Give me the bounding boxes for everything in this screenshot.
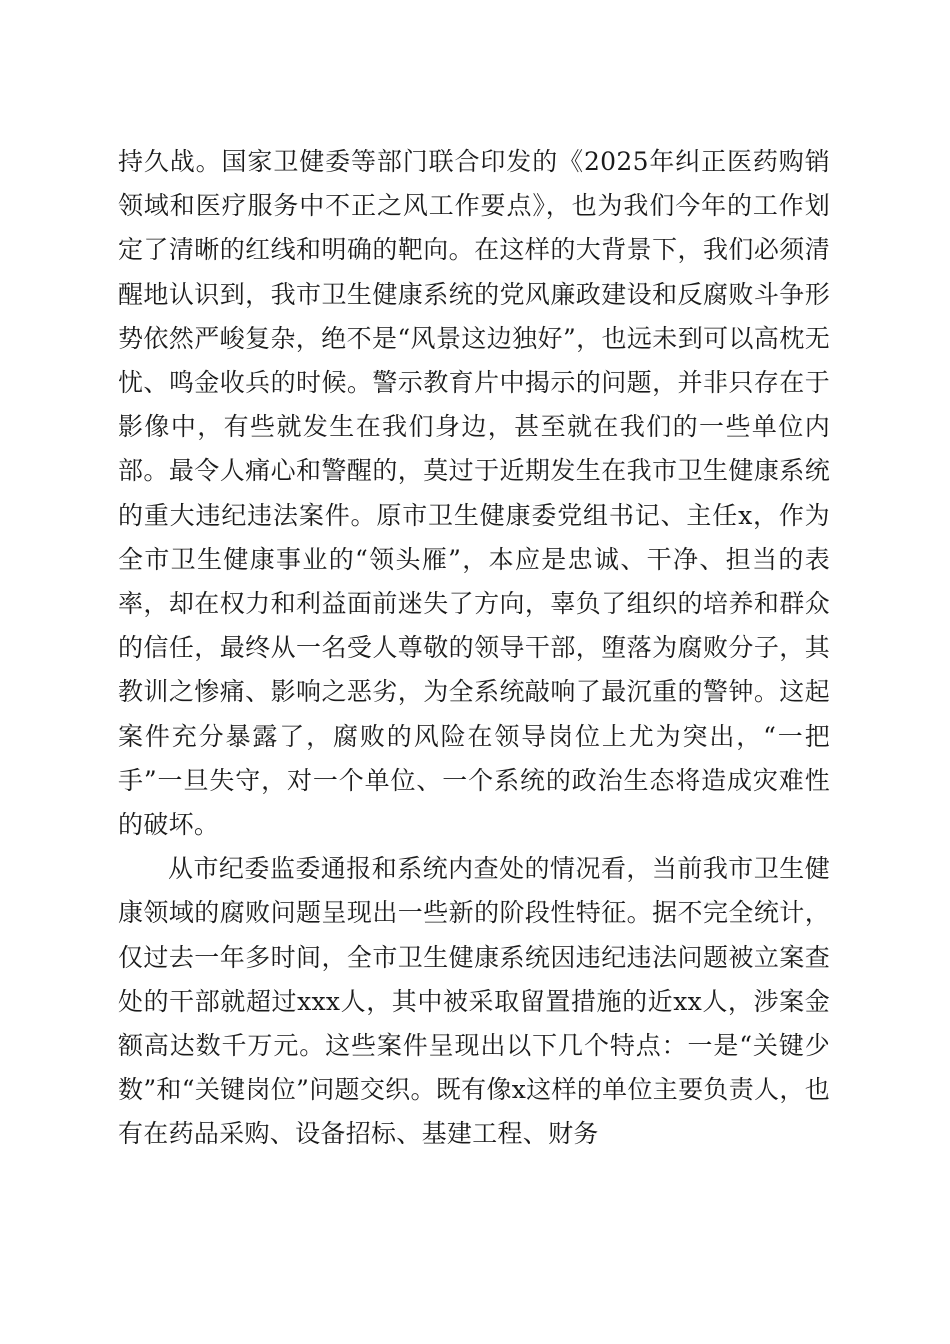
paragraph-2: 从市纪委监委通报和系统内查处的情况看，当前我市卫生健康领域的腐败问题呈现出一些新的阶段性特征。据不完全统计，仅过去一年多时间，全市卫生健康系统因违纪违法问题被立案查处的干部就超过xxx人，其中被采取留置措施的近xx人，涉案金额高达数千万元。这些案件呈现出以下几个特点：一是“关键少数”和“关键岗位”问题交织。既有像x这样的单位主要负责人，也有在药品采购、设备招标、基建工程、财务 [118, 854, 830, 1149]
paragraph-1: 持久战。国家卫健委等部门联合印发的《2025年纠正医药购销领域和医疗服务中不正之风工作要点》，也为我们今年的工作划定了清晰的红线和明确的靶向。在这样的大背景下，我们必须清醒地认识到，我市卫生健康系统的党风廉政建设和反腐败斗争形势依然严峻复杂，绝不是“风景这边独好”，也远未到可以高枕无忧、鸣金收兵的时候。警示教育片中揭示的问题，并非只存在于影像中，有些就发生在我们身边，甚至就在我们的一些单位内部。最令人痛心和警醒的，莫过于近期发生在我市卫生健康系统的重大违纪违法案件。原市卫生健康委党组书记、主任x，作为全市卫生健康事业的“领头雁”，本应是忠诚、干净、担当的表率，却在权力和利益面前迷失了方向，辜负了组织的培养和群众的信任，最终从一名受人尊敬的领导干部，堕落为腐败分子，其教训之惨痛、影响之恶劣，为全系统敲响了最沉重的警钟。这起案件充分暴露了，腐败的风险在领导岗位上尤为突出，“一把手”一旦失守，对一个单位、一个系统的政治生态将造成灾难性的破坏。 [118, 147, 830, 840]
document-body [118, 140, 830, 1157]
